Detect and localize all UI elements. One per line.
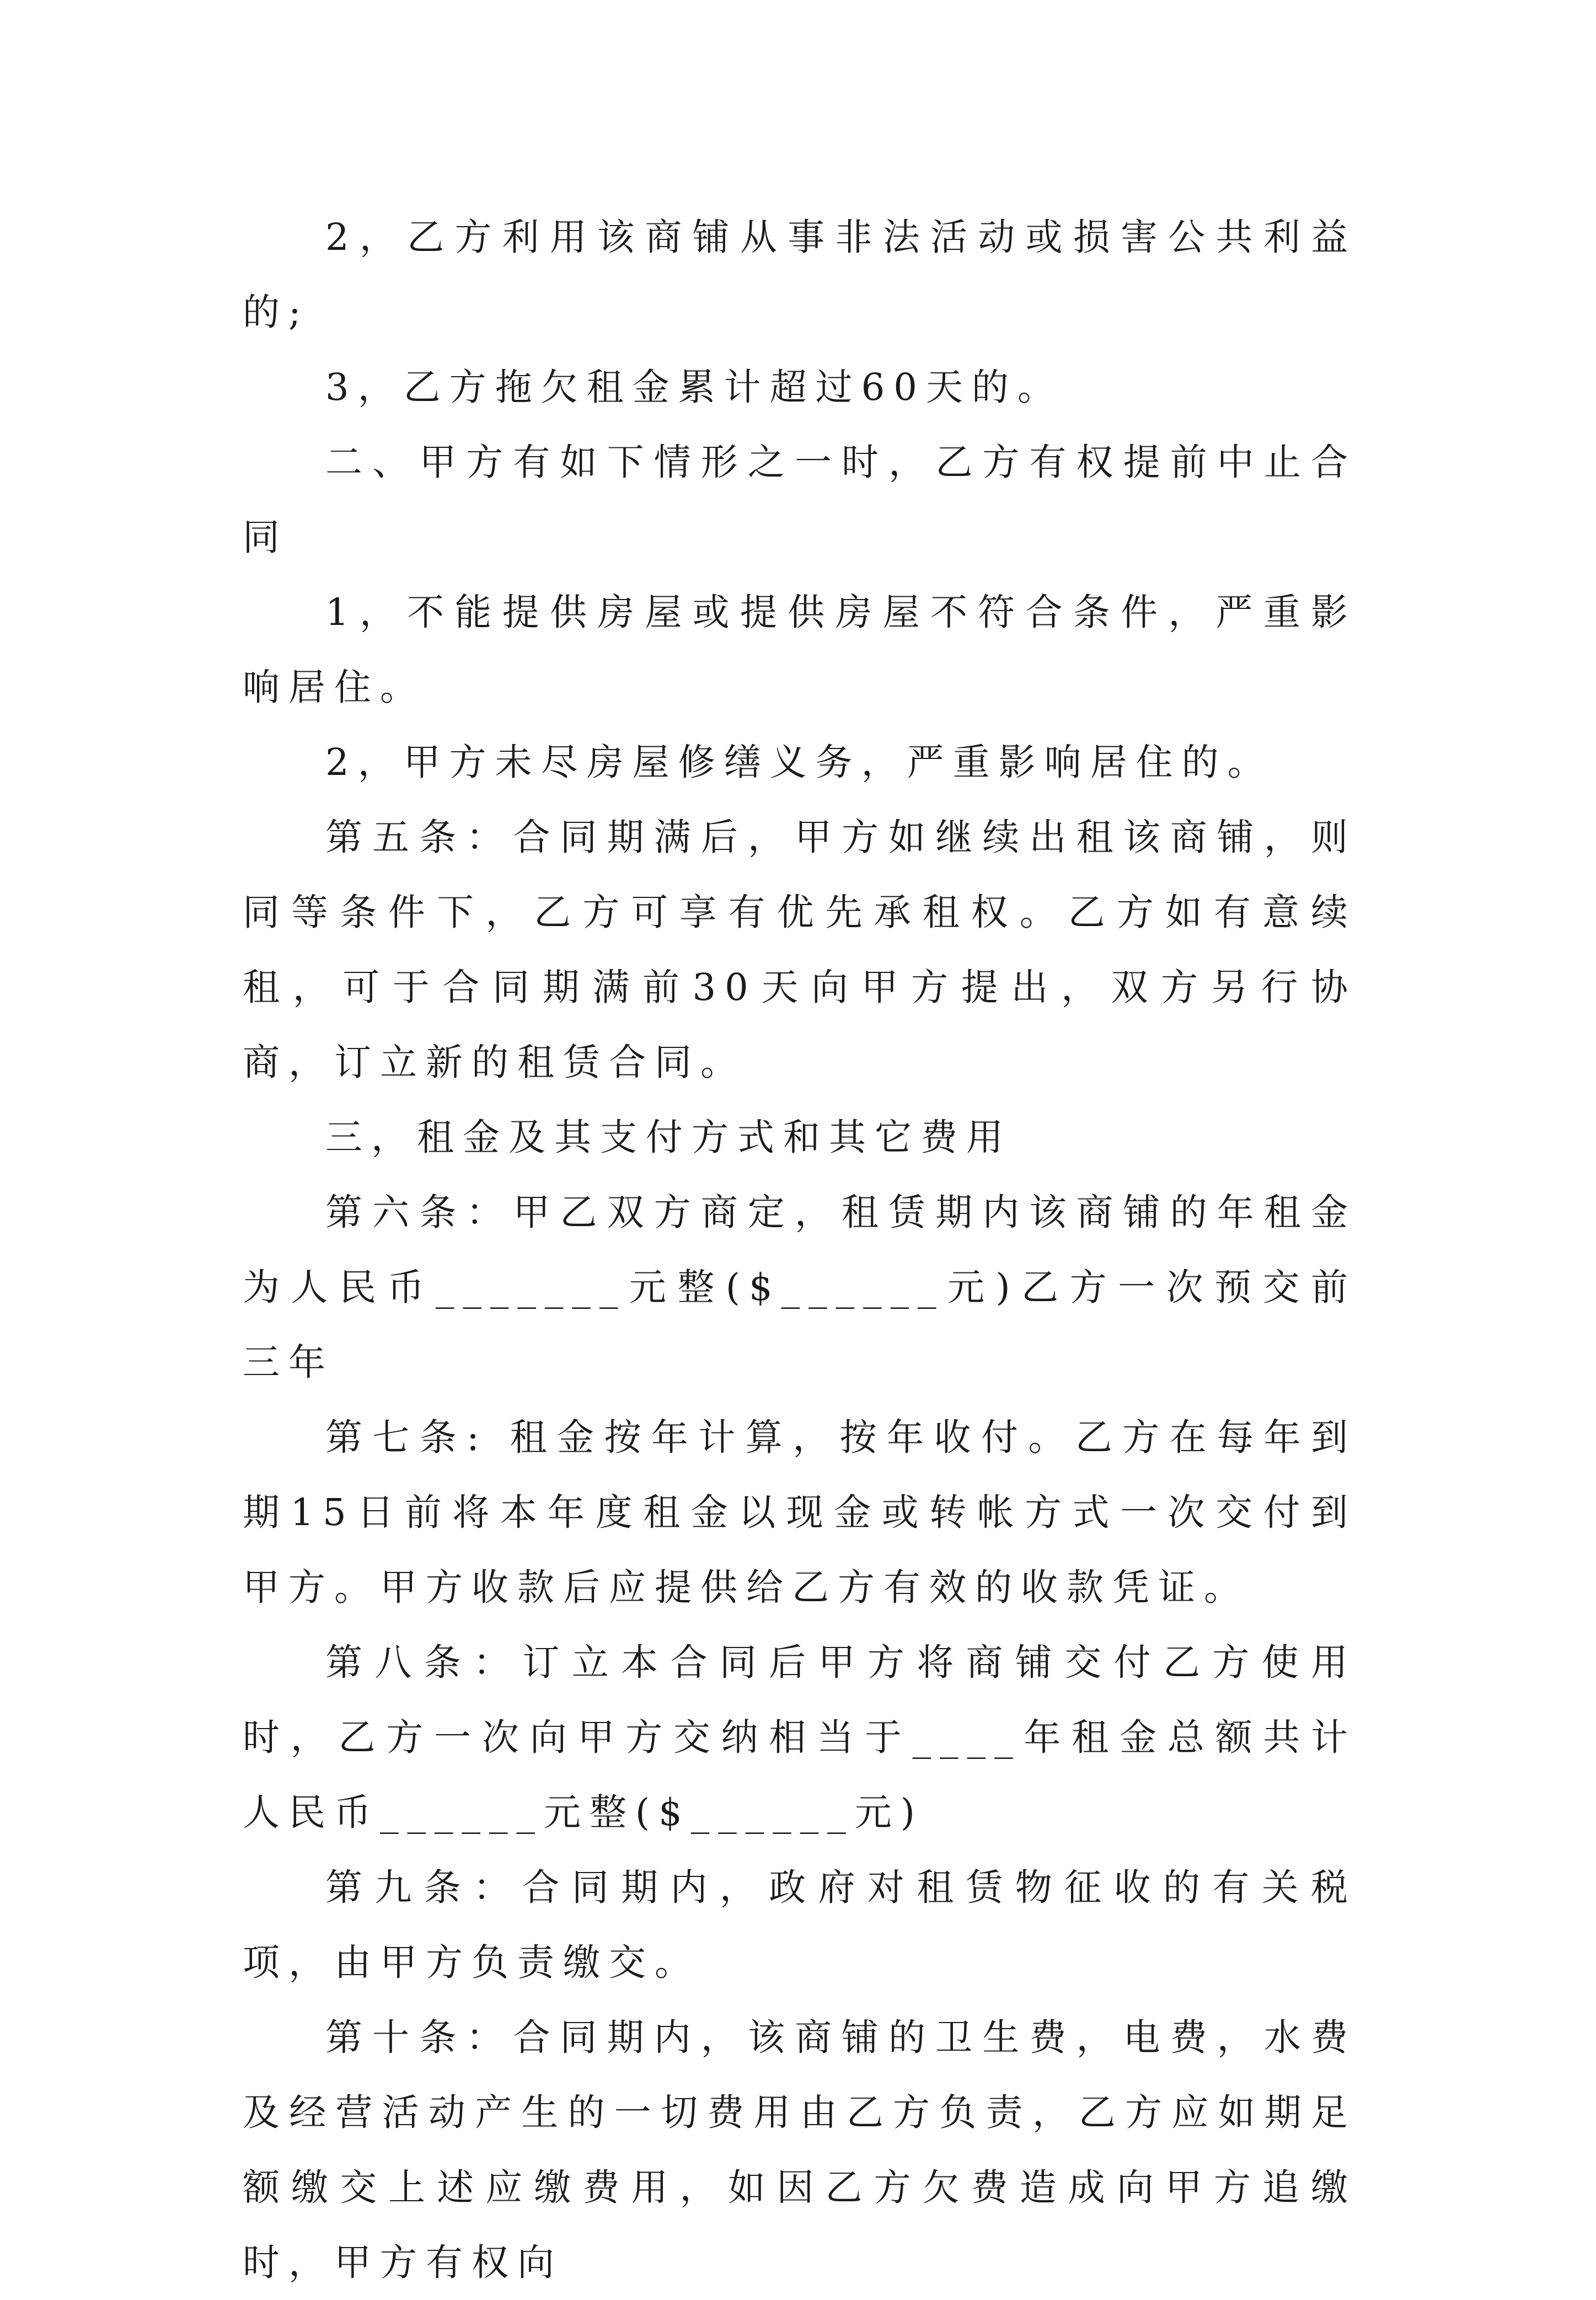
paragraph-section-2-heading: 二、甲方有如下情形之一时，乙方有权提前中止合同 bbox=[243, 441, 1357, 559]
paragraph-clause-3-rent-arrears: 3，乙方拖欠租金累计超过60天的。 bbox=[325, 366, 1063, 409]
paragraph-article-8: 第八条：订立本合同后甲方将商铺交付乙方使用时，乙方一次向甲方交纳相当于____年租金总额共计人民币______元整($______元) bbox=[243, 1641, 1357, 1834]
paragraph-item-2-repairs: 2，甲方未尽房屋修缮义务，严重影响居住的。 bbox=[325, 741, 1273, 784]
paragraph-item-1-housing: 1，不能提供房屋或提供房屋不符合条件，严重影响居住。 bbox=[243, 591, 1357, 709]
paragraph-article-10: 第十条：合同期内，该商铺的卫生费，电费，水费及经营活动产生的一切费用由乙方负责，乙方应如期足额缴交上述应缴费用，如因乙方欠费造成向甲方追缴时，甲方有权向 bbox=[243, 2016, 1357, 2284]
paragraph-article-9: 第九条：合同期内，政府对租赁物征收的有关税项，由甲方负责缴交。 bbox=[243, 1866, 1357, 1984]
paragraph-article-5: 第五条：合同期满后，甲方如继续出租该商铺，则同等条件下，乙方可享有优先承租权。乙方如有意续租，可于合同期满前30天向甲方提出，双方另行协商，订立新的租赁合同。 bbox=[243, 816, 1357, 1084]
paragraph-article-7: 第七条: 租金按年计算，按年收付。乙方在每年到期15日前将本年度租金以现金或转帐方式一次交付到甲方。甲方收款后应提供给乙方有效的收款凭证。 bbox=[243, 1416, 1357, 1609]
paragraph-section-3-heading: 三，租金及其支付方式和其它费用 bbox=[325, 1116, 1012, 1159]
paragraph-article-6: 第六条：甲乙双方商定，租赁期内该商铺的年租金为人民币_______元整($______元)乙方一次预交前三年 bbox=[243, 1191, 1357, 1384]
document-body bbox=[243, 200, 1357, 2300]
paragraph-clause-2-illegal-use: 2，乙方利用该商铺从事非法活动或损害公共利益的; bbox=[243, 216, 1357, 334]
